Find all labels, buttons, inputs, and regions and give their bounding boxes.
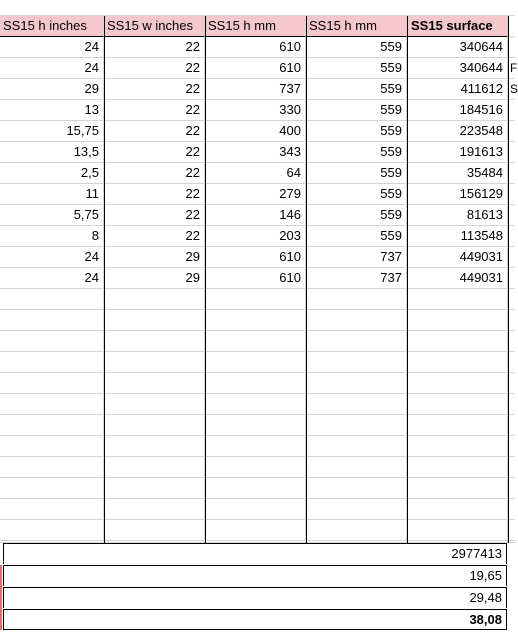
- table-cell[interactable]: 22: [104, 79, 205, 100]
- table-cell[interactable]: 81613: [407, 205, 508, 226]
- table-cell[interactable]: 35484: [407, 163, 508, 184]
- table-cell[interactable]: 559: [306, 163, 407, 184]
- table-cell[interactable]: [508, 352, 515, 373]
- table-cell[interactable]: 343: [205, 142, 306, 163]
- table-cell[interactable]: [508, 415, 515, 436]
- table-cell[interactable]: 400: [205, 121, 306, 142]
- table-cell[interactable]: [104, 331, 205, 352]
- table-cell[interactable]: 22: [104, 163, 205, 184]
- table-cell[interactable]: [0, 352, 104, 373]
- table-cell[interactable]: 559: [306, 205, 407, 226]
- header-cell-w-inches[interactable]: SS15 w inches: [104, 16, 205, 37]
- table-row: [0, 247, 515, 268]
- table-cell[interactable]: [0, 373, 104, 394]
- table-cell[interactable]: [407, 415, 508, 436]
- table-cell[interactable]: [508, 310, 515, 331]
- total-sum-cell[interactable]: 2977413: [3, 543, 507, 564]
- table-cell[interactable]: [508, 184, 515, 205]
- table-cell[interactable]: 64: [205, 163, 306, 184]
- table-cell[interactable]: [306, 478, 407, 499]
- column-border: [306, 16, 307, 543]
- table-cell[interactable]: [508, 268, 515, 289]
- header-cell-h-mm-2[interactable]: SS15 h mm: [306, 16, 407, 37]
- cell[interactable]: [508, 16, 515, 37]
- total-cell-3[interactable]: 29,48: [3, 587, 507, 608]
- table-row: [0, 37, 515, 58]
- table-cell[interactable]: 11: [0, 184, 104, 205]
- table-cell[interactable]: [0, 289, 104, 310]
- table-cell[interactable]: [205, 520, 306, 541]
- table-cell[interactable]: 22: [104, 142, 205, 163]
- table-cell[interactable]: [205, 436, 306, 457]
- table-row: [0, 58, 518, 79]
- table-cell[interactable]: [104, 310, 205, 331]
- table-cell[interactable]: [407, 499, 508, 520]
- table-cell[interactable]: [0, 436, 104, 457]
- table-cell[interactable]: [205, 394, 306, 415]
- table-cell[interactable]: [104, 457, 205, 478]
- table-cell[interactable]: [104, 373, 205, 394]
- table-cell[interactable]: 13,5: [0, 142, 104, 163]
- table-cell[interactable]: [0, 499, 104, 520]
- empty-row: [0, 415, 515, 436]
- table-cell[interactable]: 279: [205, 184, 306, 205]
- table-cell[interactable]: 559: [306, 100, 407, 121]
- table-cell[interactable]: [306, 394, 407, 415]
- table-cell[interactable]: 24: [0, 247, 104, 268]
- empty-row: [0, 499, 515, 520]
- table-cell[interactable]: [104, 436, 205, 457]
- table-cell[interactable]: [0, 415, 104, 436]
- total-row-4: [0, 609, 515, 630]
- empty-row: [0, 310, 515, 331]
- table-cell[interactable]: [205, 352, 306, 373]
- table-cell[interactable]: [306, 457, 407, 478]
- table-cell[interactable]: 2,5: [0, 163, 104, 184]
- table-cell[interactable]: [104, 352, 205, 373]
- table-cell[interactable]: [407, 289, 508, 310]
- total-cell-4[interactable]: 38,08: [3, 609, 507, 630]
- table-cell[interactable]: [205, 499, 306, 520]
- table-cell[interactable]: 559: [306, 79, 407, 100]
- table-cell[interactable]: [508, 121, 515, 142]
- table-cell[interactable]: 191613: [407, 142, 508, 163]
- table-cell[interactable]: [407, 436, 508, 457]
- empty-row: [0, 331, 515, 352]
- table-cell[interactable]: S: [508, 79, 515, 100]
- empty-row: [0, 478, 515, 499]
- total-row-2: [0, 565, 515, 586]
- table-row: [0, 121, 515, 142]
- column-border: [407, 16, 408, 543]
- table-cell[interactable]: 184516: [407, 100, 508, 121]
- table-cell[interactable]: 559: [306, 142, 407, 163]
- table-cell[interactable]: 22: [104, 37, 205, 58]
- empty-row: [0, 373, 515, 394]
- header-row: [0, 16, 515, 37]
- table-cell[interactable]: [104, 478, 205, 499]
- table-cell[interactable]: 610: [205, 247, 306, 268]
- table-row: [0, 100, 515, 121]
- table-cell[interactable]: [306, 415, 407, 436]
- table-cell[interactable]: [0, 310, 104, 331]
- table-cell[interactable]: [306, 352, 407, 373]
- table-cell[interactable]: 15,75: [0, 121, 104, 142]
- table-cell[interactable]: 223548: [407, 121, 508, 142]
- empty-row: [0, 436, 515, 457]
- table-row: [0, 163, 515, 184]
- table-cell[interactable]: 610: [205, 37, 306, 58]
- table-cell[interactable]: 29: [0, 79, 104, 100]
- table-cell[interactable]: 203: [205, 226, 306, 247]
- table-cell[interactable]: [508, 205, 515, 226]
- table-cell[interactable]: 559: [306, 37, 407, 58]
- table-cell[interactable]: 156129: [407, 184, 508, 205]
- table-row: [0, 226, 515, 247]
- table-cell[interactable]: [306, 436, 407, 457]
- table-cell[interactable]: 22: [104, 184, 205, 205]
- selection-marker: [0, 565, 2, 630]
- table-cell[interactable]: 559: [306, 184, 407, 205]
- table-cell[interactable]: [0, 331, 104, 352]
- table-cell[interactable]: [508, 163, 515, 184]
- table-cell[interactable]: [205, 310, 306, 331]
- table-cell[interactable]: 330: [205, 100, 306, 121]
- table-cell[interactable]: 8: [0, 226, 104, 247]
- table-row: [0, 205, 515, 226]
- empty-row: [0, 289, 515, 310]
- table-cell[interactable]: [104, 499, 205, 520]
- table-cell[interactable]: 559: [306, 226, 407, 247]
- table-cell[interactable]: 113548: [407, 226, 508, 247]
- table-cell[interactable]: [0, 457, 104, 478]
- table-cell[interactable]: 22: [104, 226, 205, 247]
- table-cell[interactable]: 737: [306, 268, 407, 289]
- table-cell[interactable]: [306, 373, 407, 394]
- table-row: [0, 79, 518, 100]
- table-cell[interactable]: [205, 457, 306, 478]
- table-cell[interactable]: [306, 289, 407, 310]
- table-cell[interactable]: 22: [104, 205, 205, 226]
- header-cell-h-inches[interactable]: SS15 h inches: [0, 16, 104, 37]
- empty-row: [0, 457, 515, 478]
- table-cell[interactable]: [407, 520, 508, 541]
- table-cell[interactable]: [306, 310, 407, 331]
- table-cell[interactable]: [508, 100, 515, 121]
- table-cell[interactable]: 449031: [407, 247, 508, 268]
- gridline: [0, 15, 515, 16]
- table-cell[interactable]: 24: [0, 268, 104, 289]
- table-cell[interactable]: 146: [205, 205, 306, 226]
- table-cell[interactable]: 13: [0, 100, 104, 121]
- table-cell[interactable]: 24: [0, 37, 104, 58]
- table-cell[interactable]: [407, 331, 508, 352]
- empty-row: [0, 394, 515, 415]
- table-cell[interactable]: [104, 520, 205, 541]
- column-border: [508, 16, 509, 543]
- table-cell[interactable]: [407, 478, 508, 499]
- table-cell[interactable]: [0, 394, 104, 415]
- table-cell[interactable]: [407, 310, 508, 331]
- table-cell[interactable]: [104, 394, 205, 415]
- table-cell[interactable]: 24: [0, 58, 104, 79]
- table-cell[interactable]: [407, 394, 508, 415]
- table-cell[interactable]: [508, 478, 515, 499]
- table-cell[interactable]: 29: [104, 268, 205, 289]
- table-cell[interactable]: [407, 352, 508, 373]
- table-cell[interactable]: [508, 37, 515, 58]
- table-cell[interactable]: [508, 394, 515, 415]
- table-cell[interactable]: [508, 436, 515, 457]
- table-cell[interactable]: [205, 289, 306, 310]
- header-cell-surface[interactable]: SS15 surface: [407, 16, 508, 37]
- table-cell[interactable]: [508, 373, 515, 394]
- table-cell[interactable]: [508, 520, 515, 541]
- table-cell[interactable]: [104, 289, 205, 310]
- empty-row: [0, 352, 515, 373]
- table-cell[interactable]: [508, 289, 515, 310]
- column-border: [205, 16, 206, 543]
- table-row: [0, 268, 515, 289]
- table-cell[interactable]: 340644: [407, 37, 508, 58]
- column-border: [104, 16, 105, 543]
- table-cell[interactable]: F: [508, 58, 515, 79]
- table-cell[interactable]: 5,75: [0, 205, 104, 226]
- table-cell[interactable]: [508, 142, 515, 163]
- total-row-3: [0, 587, 515, 608]
- table-cell[interactable]: [104, 415, 205, 436]
- table-cell[interactable]: 22: [104, 121, 205, 142]
- table-cell[interactable]: 22: [104, 100, 205, 121]
- total-cell-2[interactable]: 19,65: [3, 565, 507, 586]
- table-cell[interactable]: 610: [205, 58, 306, 79]
- table-cell[interactable]: 340644: [407, 58, 508, 79]
- table-cell[interactable]: [205, 331, 306, 352]
- table-cell[interactable]: [407, 457, 508, 478]
- table-cell[interactable]: [205, 478, 306, 499]
- table-cell[interactable]: [508, 499, 515, 520]
- table-cell[interactable]: [0, 520, 104, 541]
- table-cell[interactable]: [407, 373, 508, 394]
- total-row-sum: [0, 543, 515, 564]
- table-cell[interactable]: [508, 247, 515, 268]
- table-cell[interactable]: [205, 373, 306, 394]
- table-cell[interactable]: [306, 520, 407, 541]
- table-cell[interactable]: [508, 331, 515, 352]
- table-cell[interactable]: [508, 226, 515, 247]
- table-cell[interactable]: [205, 415, 306, 436]
- table-cell[interactable]: [0, 478, 104, 499]
- table-cell[interactable]: [306, 499, 407, 520]
- empty-row: [0, 520, 515, 541]
- table-cell[interactable]: [508, 457, 515, 478]
- table-cell[interactable]: 559: [306, 58, 407, 79]
- table-cell[interactable]: 737: [205, 79, 306, 100]
- table-row: [0, 184, 515, 205]
- table-cell[interactable]: 411612: [407, 79, 508, 100]
- table-cell[interactable]: 22: [104, 58, 205, 79]
- table-cell[interactable]: 610: [205, 268, 306, 289]
- table-cell[interactable]: 559: [306, 121, 407, 142]
- table-cell[interactable]: 29: [104, 247, 205, 268]
- table-cell[interactable]: [306, 331, 407, 352]
- table-cell[interactable]: 737: [306, 247, 407, 268]
- table-cell[interactable]: 449031: [407, 268, 508, 289]
- header-cell-h-mm[interactable]: SS15 h mm: [205, 16, 306, 37]
- table-row: [0, 142, 515, 163]
